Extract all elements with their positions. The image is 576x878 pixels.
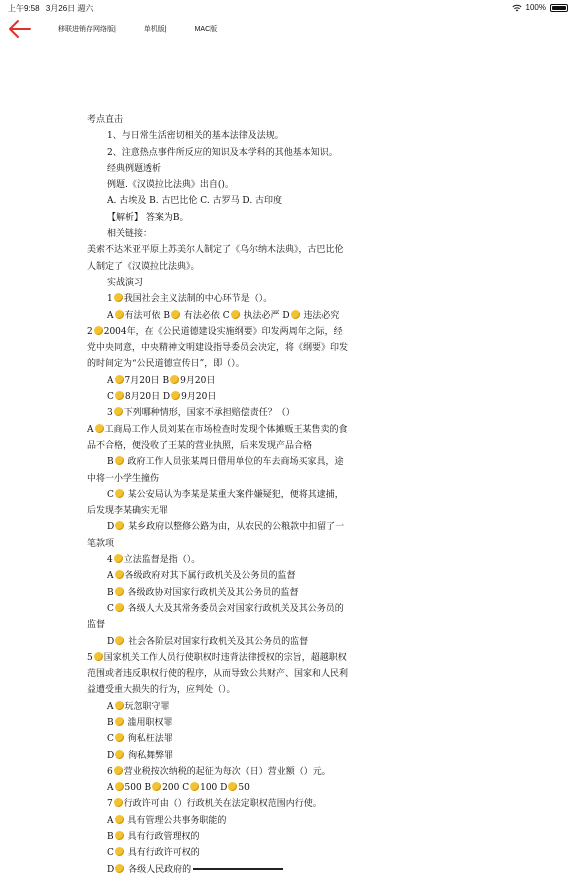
content-line: 3 下列哪种情形，国家不承担赔偿责任？（） [107,408,295,419]
content-line: A 各级政府对其下属行政机关及公务员的监督 [107,571,296,582]
content-line: 【解析】 答案为B。 [107,212,189,223]
content-line: B 政府工作人员张某周日借用单位的车去商场买家具，途中将一小学生撞伤 [87,457,344,484]
emoji-icon [115,717,124,726]
emoji-icon [190,782,199,791]
tab-standalone-version[interactable]: 单机版| [143,26,167,33]
content-line: D 各级人民政府的 [87,862,349,878]
back-arrow-icon[interactable] [8,18,32,40]
tab-network-version[interactable]: 移联进销存网络版| [58,26,116,33]
emoji-icon [115,782,124,791]
content-line: C 某公安局认为李某是某重大案件嫌疑犯，便将其逮捕，后发现李某确实无罪 [87,489,344,517]
emoji-icon [94,652,103,661]
emoji-icon [115,310,124,319]
emoji-icon [114,293,123,302]
status-bar [0,0,576,14]
emoji-icon [231,310,240,319]
content-line: C 具有行政许可权的 [107,848,200,859]
emoji-icon [115,603,124,612]
content-line: 2、注意热点事件所反应的知识及本学科的其他基本知识。 [107,147,338,158]
emoji-icon [228,782,237,791]
battery-icon [550,4,568,12]
emoji-icon [171,310,180,319]
emoji-icon [114,798,123,807]
content-line: 1、与日常生活密切相关的基本法律及法规。 [107,131,284,142]
emoji-icon [114,766,123,775]
content-line: 1 我国社会主义法制的中心环节是（）。 [107,294,273,305]
content-line: C 徇私枉法罪 [107,734,173,745]
emoji-icon [95,424,104,433]
article-content [87,112,349,878]
content-line: 6 营业税按次纳税的起征为每次（日）营业额（）元。 [107,766,331,777]
content-line: A 500 B 200 C 100 D 50 [107,783,250,794]
content-line: 例题.《汉谟拉比法典》出自()。 [107,180,234,191]
emoji-icon [115,733,124,742]
version-tabs [58,24,217,34]
content-line: 美索不达米亚平原上苏美尔人制定了《乌尔纳木法典》，古巴比伦人制定了《汉谟拉比法典》。 [87,245,344,272]
content-line: 经典例题透析 [107,163,162,174]
selection-bar[interactable] [193,868,283,870]
emoji-icon [170,375,179,384]
battery-label: 100% [525,3,546,12]
content-line: 考点直击 [87,115,124,125]
emoji-icon [115,375,124,384]
emoji-icon [115,570,124,579]
content-line: C 8月20日 D 9月20日 [107,392,217,403]
status-right [512,3,568,12]
content-line: D 某乡政府以整修公路为由，从农民的公粮款中扣留了一笔款项 [87,522,345,549]
content-line: B 具有行政管理权的 [107,832,200,843]
content-line: A 工商局工作人员刘某在市场检查时发现个体摊贩王某售卖的食品不合格，便没收了王某的营业执照，后来发现产品合格 [87,424,348,451]
status-left [8,3,97,14]
emoji-icon [94,326,103,335]
content-line: 实战演习 [107,277,144,288]
content-line: A 具有管理公共事务职能的 [107,815,227,826]
content-line: A 7月20日 B 9月20日 [107,375,216,386]
emoji-icon [115,864,124,873]
content-line: B 各级政协对国家行政机关及其公务员的监督 [107,587,299,598]
content-line: A 有法可依 B 有法必依 C 执法必严 D 违法必究 [107,310,340,321]
emoji-icon [115,831,124,840]
emoji-icon [115,701,124,710]
content-line: D 徇私舞弊罪 [107,750,174,761]
nav-bar [0,14,576,44]
emoji-icon [115,456,124,465]
emoji-icon [152,782,161,791]
content-line: 7 行政许可由（）行政机关在法定职权范围内行使。 [107,799,322,810]
content-line: 相关链接： [107,229,153,240]
emoji-icon [115,847,124,856]
content-line: 2 2004年，在《公民道德建设实施纲要》印发两周年之际，经党中央同意，中央精神文明建设指导委员会决定，将《纲要》印发的时间定为“公民道德宣传日”，即（）。 [87,326,349,370]
content-line: D 社会各阶层对国家行政机关及其公务员的监督 [107,636,309,647]
emoji-icon [115,391,124,400]
status-time: 上午9:58 [8,4,40,13]
content-line: 4 立法监督是指（）。 [107,555,201,566]
emoji-icon [115,489,124,498]
wifi-icon [512,4,522,12]
content-line: C 各级人大及其常务委员会对国家行政机关及其公务员的监督 [87,603,344,631]
content-line: 5 国家机关工作人员行使职权时违背法律授权的宗旨，超越职权范围或者违反职权行使的程序，从而导致公共财产、国家和人民利益遭受重大损失的行为，应判处（）。 [87,652,349,696]
emoji-icon [171,391,180,400]
content-line: B 滥用职权罪 [107,717,173,728]
content-line: A. 古埃及 B. 古巴比伦 C. 古罗马 D. 古印度 [107,196,283,207]
content-line: A 玩忽职守罪 [107,701,170,712]
emoji-icon [115,521,124,530]
emoji-icon [114,407,123,416]
emoji-icon [115,750,124,759]
emoji-icon [115,815,124,824]
emoji-icon [114,554,123,563]
status-date: 3月26日 週六 [45,4,94,13]
emoji-icon [115,636,124,645]
emoji-icon [115,587,124,596]
emoji-icon [291,310,300,319]
tab-mac-version[interactable]: MAC版 [194,26,218,33]
